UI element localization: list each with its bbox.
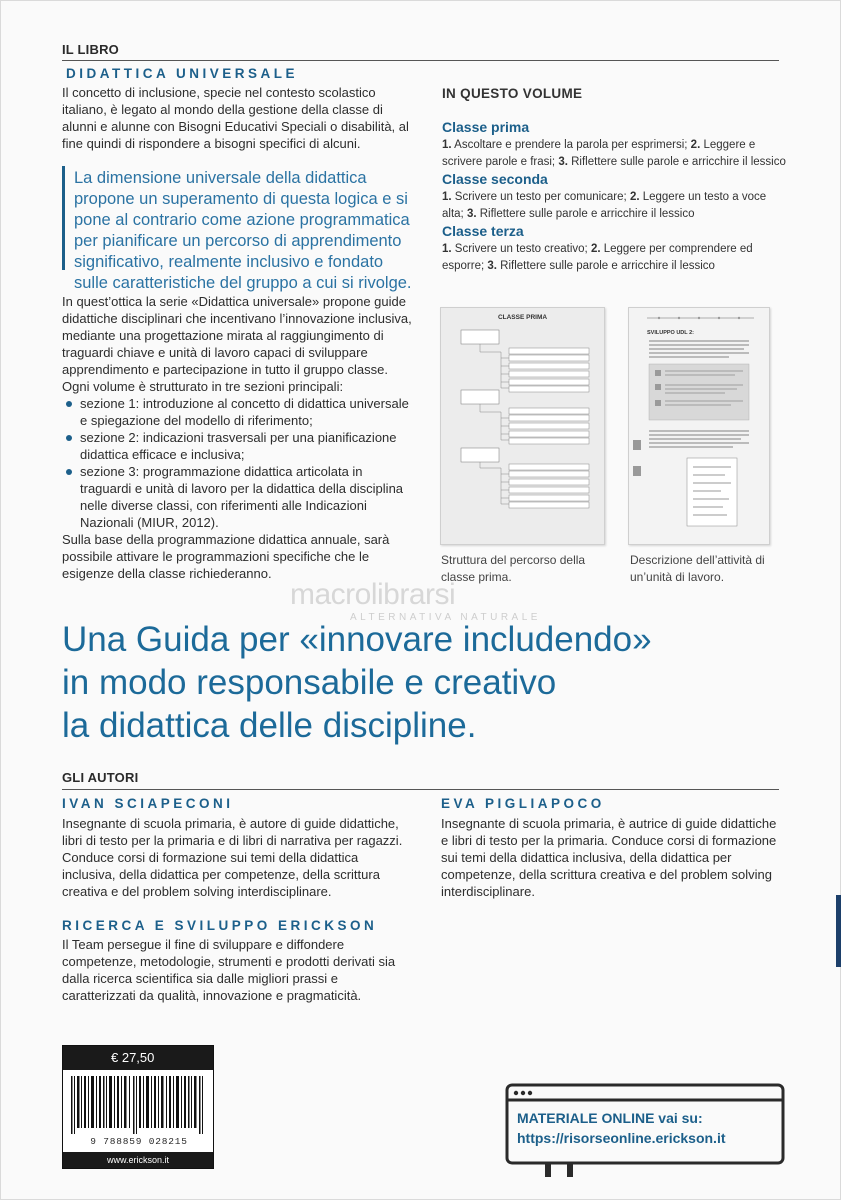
author-bio: Insegnante di scuola primaria, è autrice di guide didattiche e libri di testo per la primaria. Conduce corsi di formazione sui temi della didattica inclusiva, della didattica per competenze, della scrittura creativa e del problem solving interdisciplinare. [441, 816, 777, 899]
list-item: sezione 3: programmazione didattica articolata in traguardi e unità di lavoro per la didattica della disciplina nelle diverse classi, con riferimenti alle Indicazioni Nazionali (MIUR, 2012). [62, 463, 412, 531]
thumbnail-header: SVILUPPO UDL 2: [647, 330, 694, 336]
watermark-subtitle: ALTERNATIVA NATURALE [350, 612, 541, 623]
list-item: 2. Leggere un testo a voce alta; [442, 191, 767, 220]
watermark-logo: macrolibrarsi [290, 578, 456, 611]
slogan-line: la didattica delle discipline. [62, 706, 477, 745]
publisher-site: www.erickson.it [63, 1152, 213, 1168]
activity-page-icon [629, 308, 769, 544]
top-divider [62, 60, 779, 61]
list-item: 3. Riflettere sulle parole e arricchire il lessico [558, 156, 786, 168]
author-name: EVA PIGLIAPOCO [441, 796, 605, 811]
class-seconda-items [442, 189, 787, 223]
list-item: sezione 2: indicazioni trasversali per una pianificazione didattica efficace e inclusiva; [62, 429, 412, 463]
author-name: IVAN SCIAPECONI [62, 796, 234, 811]
slogan [62, 618, 652, 747]
thumbnail-class-structure [440, 307, 605, 545]
class-prima-title: Classe prima [442, 119, 530, 135]
online-url-link[interactable]: https://risorseonline.erickson.it [517, 1130, 726, 1146]
list-item: 1. Scrivere un testo per comunicare; [442, 191, 630, 203]
list-item: 1. Ascoltare e prendere la parola per esprimersi; [442, 139, 691, 151]
list-item: 3. Riflettere sulle parole e arricchire il lessico [466, 208, 695, 220]
online-suffix: vai su: [654, 1110, 703, 1126]
series-title: DIDATTICA UNIVERSALE [66, 66, 298, 81]
class-terza-items [442, 241, 787, 275]
thumbnail-activity-description [628, 307, 770, 545]
list-item: 2. Leggere e scrivere parole e frasi; [442, 139, 756, 168]
description-paragraph: In quest’ottica la serie «Didattica universale» propone guide didattiche disciplinari che incentivano l’innovazione inclusiva, mediante una progettazione mirata al raggiungimento di traguardi chiave e unità di lavoro capaci di sviluppare apprendimento e partecipazione in tutto il gruppo classe. Ogni volume è strutturato in tre sezioni principali: [62, 294, 412, 394]
book-section-label: IL LIBRO [62, 42, 119, 57]
price-barcode-box [62, 1045, 214, 1169]
caption-activity: Descrizione dell’attività di un’unità di lavoro. [630, 553, 765, 584]
ean-number: 9 788859 028215 [90, 1136, 188, 1147]
quote-accent-bar [62, 166, 65, 270]
caption-structure: Struttura del percorso della classe prima. [441, 553, 586, 584]
list-item: 2. Leggere per comprendere ed esporre; [442, 243, 753, 272]
list-item: 1. Scrivere un testo creativo; [442, 243, 591, 255]
author-bio: Insegnante di scuola primaria, è autore di guide didattiche, libri di testo per la primaria e di libri di narrativa per ragazzi. Conduce corsi di formazione sui temi della didattica inclusiva, della didattica per competenze, della scrittura creativa e del problem solving interdisciplinare. [62, 816, 403, 899]
online-label: MATERIALE ONLINE [517, 1110, 655, 1126]
slogan-line: in modo responsabile e creativo [62, 663, 557, 702]
edge-color-mark [836, 895, 841, 967]
closing-paragraph: Sulla base della programmazione didattica annuale, sarà possibile attivare le programmazioni specifiche che le esigenze della classe richiederanno. [62, 532, 390, 581]
online-heading [517, 1108, 726, 1128]
team-bio: Il Team persegue il fine di sviluppare e diffondere competenze, metodologie, strumenti e prodotti derivati sia dalla ricerca scientifica sia dalle migliori prassi e caratterizzati da qualità, innovazione e pragmaticità. [62, 937, 396, 1003]
online-material-text [517, 1108, 726, 1148]
intro-text [62, 84, 412, 152]
structure-diagram-icon [441, 308, 604, 544]
thumbnail-header: CLASSE PRIMA [497, 314, 548, 321]
volume-title: IN QUESTO VOLUME [442, 86, 583, 101]
intro-paragraph: Il concetto di inclusione, specie nel contesto scolastico italiano, è legato al mondo della gestione della classe di alunni e alunne con Bisogni Educativi Speciali o disabilità, al fine quindi di rispondere a bisogni specifici di alcuni. [62, 85, 409, 151]
class-seconda-title: Classe seconda [442, 171, 548, 187]
list-item: 3. Riflettere sulle parole e arricchire il lessico [487, 260, 715, 272]
list-item: sezione 1: introduzione al concetto di didattica universale e spiegazione del modello di riferimento; [62, 395, 412, 429]
slogan-line: Una Guida per «innovare includendo» [62, 620, 652, 659]
sections-list [62, 395, 412, 531]
authors-label: GLI AUTORI [62, 770, 139, 785]
barcode-icon [69, 1076, 207, 1134]
team-name: RICERCA E SVILUPPO ERICKSON [62, 918, 378, 933]
class-prima-items [442, 137, 787, 171]
price-label: € 27,50 [63, 1046, 213, 1070]
authors-divider [62, 789, 779, 790]
highlight-quote: La dimensione universale della didattica propone un superamento di questa logica e si pone al contrario come azione programmatica per pianificare un percorso di apprendimento significativo, realmente inclusivo e fondato sulle caratteristiche del gruppo a cui si rivolge. [74, 169, 412, 292]
description-block [62, 293, 412, 582]
class-terza-title: Classe terza [442, 223, 524, 239]
